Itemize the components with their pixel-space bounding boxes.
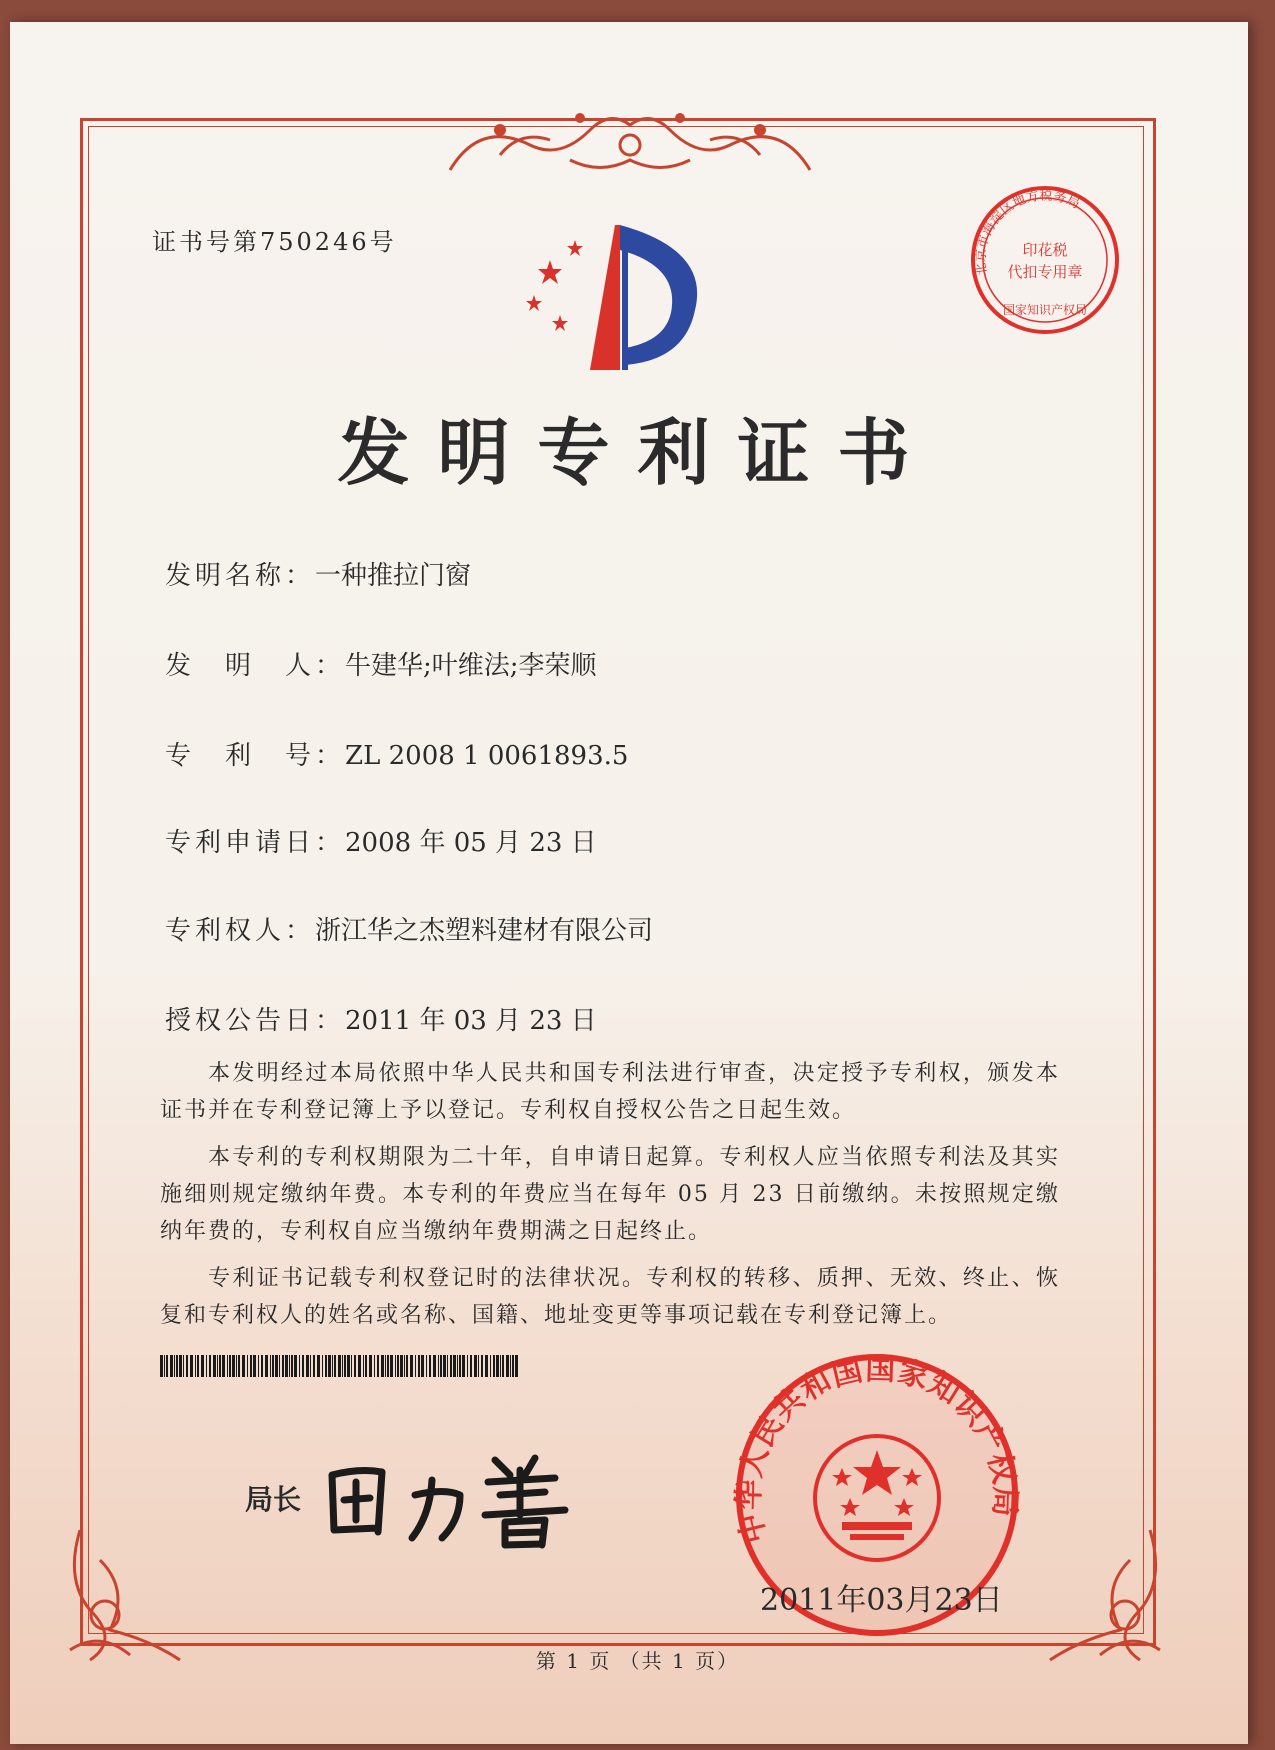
- barcode-bar: [474, 1355, 477, 1377]
- barcode-bar: [365, 1355, 367, 1377]
- body-paragraph: 本发明经过本局依照中华人民共和国专利法进行审查，决定授予专利权，颁发本证书并在专利登记簿上予以登记。专利权自授权公告之日起生效。: [160, 1061, 1060, 1123]
- field-value: 一种推拉门窗: [315, 561, 472, 591]
- barcode-bar: [302, 1355, 304, 1377]
- barcode-bar: [176, 1355, 178, 1377]
- field-grant-date: [165, 1000, 597, 1037]
- svg-text:国家知识产权局: 国家知识产权局: [1002, 303, 1088, 317]
- barcode-bar: [369, 1355, 372, 1377]
- barcode-bar: [410, 1355, 413, 1377]
- barcode-bar: [490, 1355, 491, 1377]
- field-label: 专利权人：: [165, 916, 316, 946]
- barcode-bar: [166, 1355, 168, 1377]
- svg-text:中华人民共和国国家知识产权局: 中华人民共和国国家知识产权局: [732, 1351, 1022, 1547]
- barcode-bar: [433, 1355, 436, 1377]
- field-label: 发 明 人：: [165, 651, 346, 681]
- barcode-bar: [342, 1355, 343, 1377]
- barcode-bar: [190, 1355, 193, 1377]
- barcode-bar: [253, 1355, 256, 1377]
- barcode-bar: [397, 1355, 399, 1377]
- barcode-bar: [506, 1355, 509, 1377]
- barcode-bar: [206, 1355, 207, 1377]
- barcode-bar: [238, 1355, 240, 1377]
- barcode-bar: [354, 1355, 356, 1377]
- barcode-bar: [201, 1355, 204, 1377]
- barcode-bar: [510, 1355, 511, 1377]
- barcode-bar: [332, 1355, 333, 1377]
- barcode-bar: [174, 1355, 175, 1377]
- barcode-bar: [229, 1355, 231, 1377]
- barcode-bar: [294, 1355, 297, 1377]
- barcode-bar: [261, 1355, 263, 1377]
- barcode-bar: [496, 1355, 499, 1377]
- barcode-bar: [217, 1355, 218, 1377]
- field-label: 授权公告日：: [165, 1006, 346, 1036]
- barcode-bar: [186, 1355, 188, 1377]
- field-inventors: [165, 645, 597, 682]
- top-ornament-icon: [440, 100, 820, 180]
- barcode-bar: [447, 1355, 448, 1377]
- page-number: 第 1 页 （共 1 页）: [535, 1649, 740, 1673]
- svg-text:北京市海淀区地方税务局: 北京市海淀区地方税务局: [973, 188, 1082, 277]
- barcode-bar: [502, 1355, 504, 1377]
- field-label: 专利申请日：: [165, 828, 346, 858]
- body-paragraph: 本专利的专利权期限为二十年，自申请日起算。专利权人应当依照专利法及其实施细则规定缴纳年费。本专利的年费应当在每年 05 月 23 日前缴纳。未按照规定缴纳年费的，专利权自应当缴纳年费期满之日起终止。: [160, 1145, 1060, 1244]
- barcode-bar: [374, 1355, 375, 1377]
- barcode-bar: [195, 1355, 196, 1377]
- svg-text:代扣专用章: 代扣专用章: [1007, 263, 1083, 281]
- barcode-bar: [404, 1355, 405, 1377]
- tax-seal-stamp: [965, 180, 1125, 340]
- barcode-bar: [183, 1355, 184, 1377]
- barcode-bar: [265, 1355, 268, 1377]
- barcode-bar: [385, 1355, 386, 1377]
- barcode-bar: [344, 1355, 346, 1377]
- barcode-bar: [351, 1355, 352, 1377]
- barcode-bar: [227, 1355, 228, 1377]
- barcode-bar: [421, 1355, 424, 1377]
- barcode-bar: [429, 1355, 431, 1377]
- barcode-bar: [285, 1355, 288, 1377]
- barcode-bar: [440, 1355, 442, 1377]
- barcode-bar: [322, 1355, 323, 1377]
- barcode-bar: [275, 1355, 278, 1377]
- certificate-body: [160, 1055, 1060, 1344]
- certificate-title: 发明专利证书: [337, 410, 938, 495]
- barcode-bar: [338, 1355, 341, 1377]
- barcode-bar: [310, 1355, 311, 1377]
- barcode-bar: [478, 1355, 479, 1377]
- barcode-bar: [160, 1355, 163, 1377]
- barcode-bar: [443, 1355, 446, 1377]
- barcode-bar: [400, 1355, 403, 1377]
- barcode-bar: [481, 1355, 483, 1377]
- barcode-bar: [170, 1355, 173, 1377]
- barcode-bar: [209, 1355, 211, 1377]
- barcode-bar: [493, 1355, 495, 1377]
- barcode-bar: [325, 1355, 327, 1377]
- director-signature: [320, 1440, 590, 1550]
- barcode-bar: [291, 1355, 293, 1377]
- barcode-bar: [453, 1355, 456, 1377]
- barcode: [160, 1355, 520, 1377]
- barcode-bar: [426, 1355, 427, 1377]
- barcode-bar: [457, 1355, 458, 1377]
- barcode-bar: [390, 1355, 393, 1377]
- field-value: 2011 年 03 月 23 日: [345, 1006, 597, 1036]
- field-label: 专 利 号：: [165, 741, 346, 771]
- barcode-bar: [363, 1355, 364, 1377]
- barcode-bar: [438, 1355, 439, 1377]
- barcode-bar: [450, 1355, 452, 1377]
- body-paragraph: 专利证书记载专利权登记时的法律状况。专利权的转移、质押、无效、终止、恢复和专利权人的姓名或名称、国籍、地址变更等事项记载在专利登记簿上。: [160, 1266, 1060, 1328]
- field-label: 发明名称：: [165, 561, 316, 591]
- svg-text:印花税: 印花税: [1022, 241, 1068, 259]
- field-patent-number: [165, 735, 628, 772]
- barcode-bar: [418, 1355, 420, 1377]
- barcode-bar: [515, 1355, 518, 1377]
- barcode-bar: [213, 1355, 216, 1377]
- barcode-bar: [258, 1355, 259, 1377]
- barcode-bar: [222, 1355, 225, 1377]
- barcode-bar: [272, 1355, 274, 1377]
- barcode-bar: [462, 1355, 465, 1377]
- field-value: 2008 年 05 月 23 日: [345, 828, 597, 858]
- barcode-bar: [242, 1355, 245, 1377]
- barcode-bar: [219, 1355, 221, 1377]
- field-application-date: [165, 822, 597, 859]
- barcode-bar: [270, 1355, 271, 1377]
- barcode-bar: [334, 1355, 336, 1377]
- barcode-bar: [512, 1355, 514, 1377]
- barcode-bar: [395, 1355, 396, 1377]
- barcode-bar: [313, 1355, 315, 1377]
- barcode-bar: [467, 1355, 468, 1377]
- barcode-bar: [282, 1355, 284, 1377]
- barcode-bar: [377, 1355, 379, 1377]
- field-value: 牛建华;叶维法;李荣顺: [345, 651, 597, 681]
- barcode-bar: [347, 1355, 350, 1377]
- barcode-bar: [179, 1355, 182, 1377]
- barcode-bar: [247, 1355, 248, 1377]
- barcode-bar: [289, 1355, 290, 1377]
- barcode-bar: [317, 1355, 320, 1377]
- barcode-bar: [197, 1355, 199, 1377]
- barcode-bar: [358, 1355, 361, 1377]
- barcode-bar: [470, 1355, 472, 1377]
- barcode-bar: [279, 1355, 280, 1377]
- barcode-bar: [381, 1355, 384, 1377]
- barcode-bar: [250, 1355, 252, 1377]
- barcode-bar: [387, 1355, 389, 1377]
- barcode-bar: [485, 1355, 488, 1377]
- barcode-bar: [306, 1355, 309, 1377]
- barcode-bar: [232, 1355, 235, 1377]
- field-value: ZL 2008 1 0061893.5: [345, 741, 629, 771]
- barcode-bar: [299, 1355, 300, 1377]
- director-title: 局长: [245, 1483, 302, 1516]
- barcode-bar: [415, 1355, 416, 1377]
- barcode-bar: [164, 1355, 165, 1377]
- patent-office-logo-icon: [520, 220, 720, 380]
- barcode-bar: [406, 1355, 408, 1377]
- field-patentee: [165, 910, 653, 947]
- barcode-bar: [328, 1355, 331, 1377]
- barcode-bar: [236, 1355, 237, 1377]
- barcode-bar: [500, 1355, 501, 1377]
- barcode-bar: [459, 1355, 461, 1377]
- issue-date: 2011年03月23日: [760, 1583, 1003, 1618]
- certificate-number: 证书号第750246号: [152, 228, 397, 256]
- field-value: 浙江华之杰塑料建材有限公司: [315, 916, 654, 946]
- field-invention-name: [165, 555, 471, 592]
